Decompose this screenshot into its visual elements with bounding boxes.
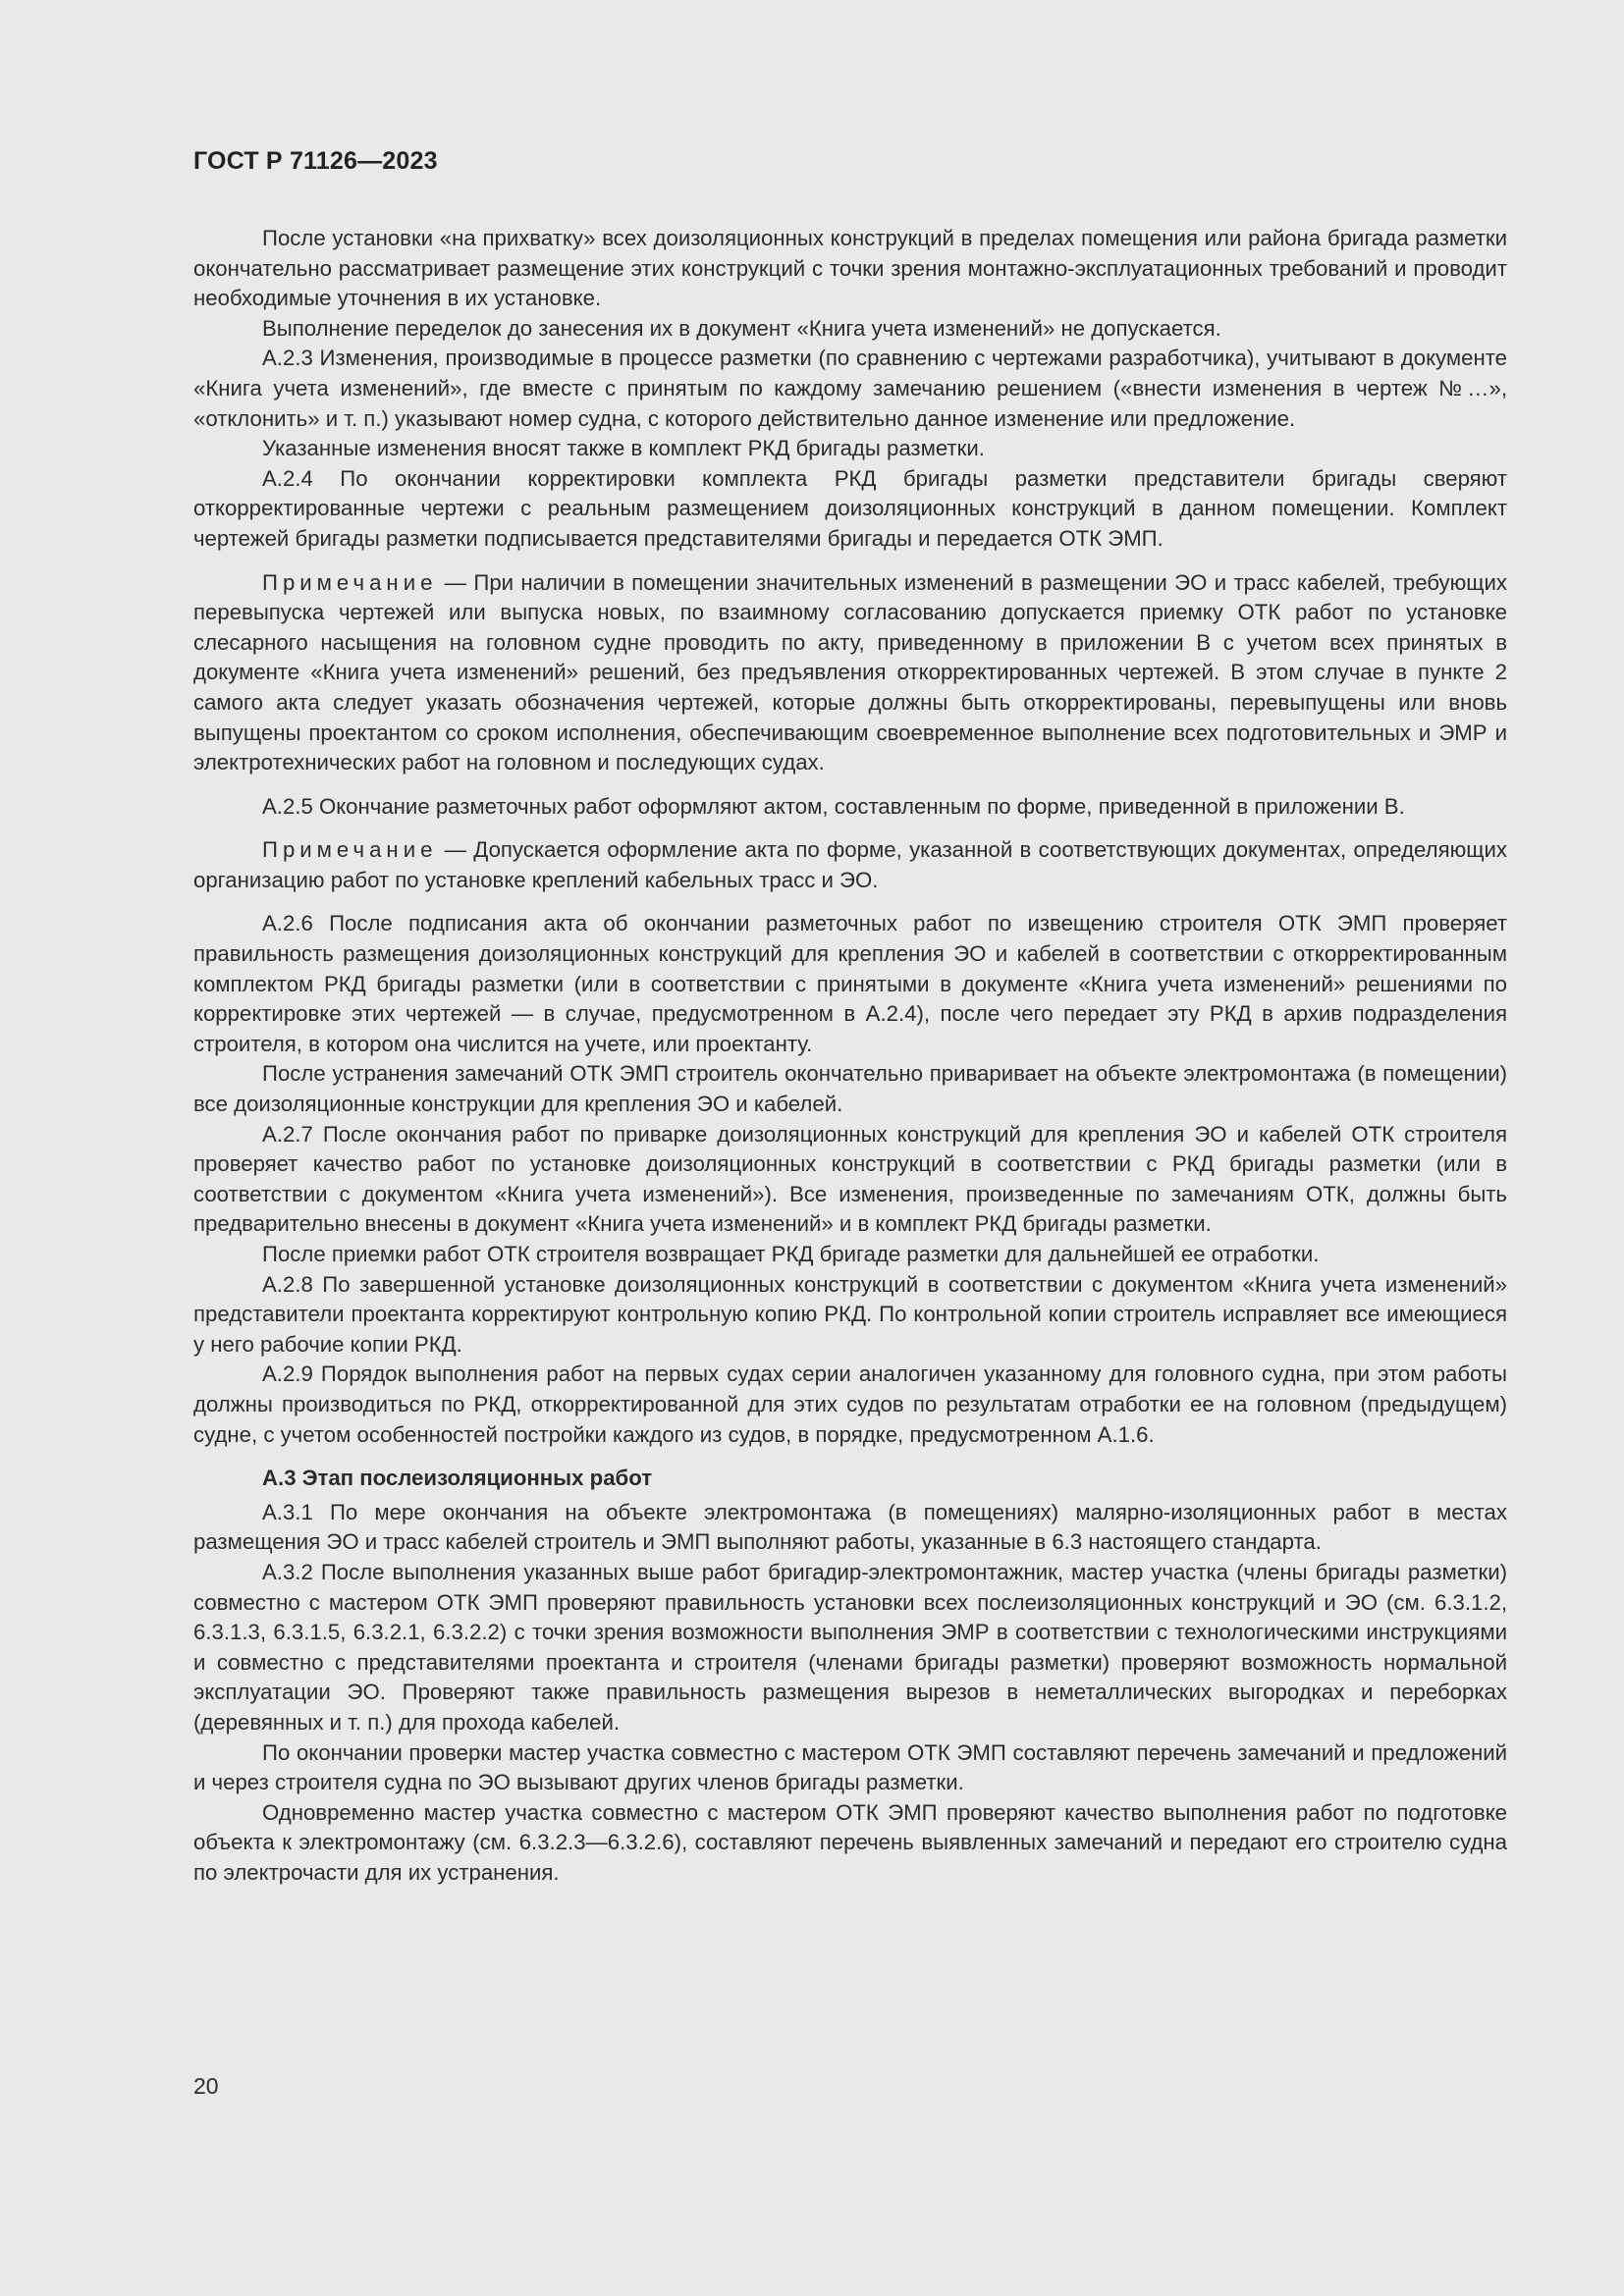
note-label: Примечание (262, 569, 438, 595)
document-body (193, 224, 1507, 1888)
page-number: 20 (193, 2073, 219, 2099)
paragraph-a-2-4: А.2.4 По окончании корректировки комплекта РКД бригады разметки представители бригады сверяют откорректированные чертежи с реальным размещением доизоляционных конструкций в данном помещении. Комплект чертежей бригады разметки подписывается представителями бригады и передается ОТК ЭМП. (193, 465, 1507, 551)
paragraph-a-2-5: А.2.5 Окончание разметочных работ оформляют актом, составленным по форме, приведенной в приложении В. (262, 793, 1405, 819)
note-block (193, 835, 1507, 895)
paragraph: Одновременно мастер участка совместно с мастером ОТК ЭМП проверяют качество выполнения работ по подготовке объекта к электромонтажу (см. 6.3.2.3—6.3.2.6), составляют перечень выявленных замечаний и передают его строителю судна по электрочасти для их устранения. (193, 1799, 1507, 1885)
paragraph: После приемки работ ОТК строителя возвращает РКД бригаде разметки для дальнейшей ее отработки. (262, 1242, 1320, 1266)
note-dash: — (437, 837, 474, 863)
note-text: Допускается оформление акта по форме, указанной в соответствующих документах, определяющих организацию работ по установке креплений кабельных трасс и ЭО. (193, 837, 1507, 892)
note-text: При наличии в помещении значительных изменений в размещении ЭО и трасс кабелей, требующих перевыпуска чертежей или выпуска новых, по взаимному согласованию допускается приемку ОТК работ по установке слесарного насыщения на головном судне проводить по акту, приведенному в приложении В с учетом всех принятых в документе «Книга учета изменений» решений, без предъявления откорректированных чертежей. В этом случае в пункте 2 самого акта следует указать обозначения чертежей, которые должны быть откорректированы, перевыпущены или вновь выпущены проектантом со сроком исполнения, обеспечивающим своевременное выполнение всех подготовительных и ЭМР и электротехнических работ на головном и последующих судах. (193, 569, 1507, 775)
note-label: Примечание (262, 837, 438, 863)
paragraph: После установки «на прихватку» всех доизоляционных конструкций в пределах помещения или района бригада разметки окончательно рассматривает размещение этих конструкций с точки зрения монтажно-эксплуатационных требований и проводит необходимые уточнения в их установке. (193, 226, 1507, 311)
paragraph-a-3-2: А.3.2 После выполнения указанных выше работ бригадир-электромонтажник, мастер участка (члены бригады разметки) совместно с мастером ОТК ЭМП проверяют правильность установки всех послеизоляционных конструкций и ЭО (см. 6.3.1.2, 6.3.1.3, 6.3.1.5, 6.3.2.1, 6.3.2.2) с точки зрения возможности выполнения ЭМР в соответствии с технологическими инструкциями и совместно с представителями проектанта и строителя (членами бригады разметки) проверяют возможность нормальной эксплуатации ЭО. Проверяют также правильность размещения вырезов в неметаллических выгородках и переборках (деревянных и т. п.) для прохода кабелей. (193, 1559, 1507, 1735)
note-block (193, 568, 1507, 778)
paragraph: Указанные изменения вносят также в комплект РКД бригады разметки. (262, 436, 985, 461)
document-code-header: ГОСТ Р 71126—2023 (193, 147, 438, 175)
note-dash: — (437, 569, 474, 595)
paragraph-a-2-9: А.2.9 Порядок выполнения работ на первых судах серии аналогичен указанному для головного судна, при этом работы должны производиться по РКД, откорректированной для этих судов по результатам отработки ее на головном (предыдущем) судне, с учетом особенностей постройки каждого из судов, в порядке, предусмотренном А.1.6. (193, 1362, 1507, 1447)
section-heading-a-3: А.3 Этап послеизоляционных работ (262, 1466, 653, 1491)
paragraph: После устранения замечаний ОТК ЭМП строитель окончательно приваривает на объекте электромонтажа (в помещении) все доизоляционные конструкции для крепления ЭО и кабелей. (193, 1061, 1507, 1117)
paragraph-a-2-7: А.2.7 После окончания работ по приварке доизоляционных конструкций для крепления ЭО и кабелей ОТК строителя проверяет качество работ по установке доизоляционных конструкций в соответствии с РКД бригады разметки (или в соответствии с документом «Книга учета изменений»). Все изменения, произведенные по замечаниям ОТК, должны быть предварительно внесены в документ «Книга учета изменений» и в комплект РКД бригады разметки. (193, 1121, 1507, 1237)
paragraph-a-3-1: А.3.1 По мере окончания на объекте электромонтажа (в помещениях) малярно-изоляционных работ в местах размещения ЭО и трасс кабелей строитель и ЭМП выполняют работы, указанные в 6.3 настоящего стандарта. (193, 1499, 1507, 1555)
paragraph: По окончании проверки мастер участка совместно с мастером ОТК ЭМП составляют перечень замечаний и предложений и через строителя судна по ЭО вызывают других членов бригады разметки. (193, 1739, 1507, 1795)
paragraph: Выполнение переделок до занесения их в документ «Книга учета изменений» не допускается. (262, 315, 1221, 341)
paragraph-a-2-3: А.2.3 Изменения, производимые в процессе разметки (по сравнению с чертежами разработчика), учитывают в документе «Книга учета изменений», где вместе с принятым по каждому замечанию решением («внести изменения в чертеж №…», «отклонить» и т. п.) указывают номер судна, с которого действительно данное изменение или предложение. (193, 346, 1507, 431)
paragraph-a-2-8: А.2.8 По завершенной установке доизоляционных конструкций в соответствии с документом «Книга учета изменений» представители проектанта корректируют контрольную копию РКД. По контрольной копии строитель исправляет все имеющиеся у него рабочие копии РКД. (193, 1271, 1507, 1357)
paragraph-a-2-6: А.2.6 После подписания акта об окончании разметочных работ по извещению строителя ОТК ЭМП проверяет правильность размещения доизоляционных конструкций для крепления ЭО и кабелей в соответствии с откорректированным комплектом РКД бригады разметки (или в соответствии с принятыми в документе «Книга учета изменений» решениями по корректировке этих чертежей — в случае, предусмотренном в А.2.4), после чего передает эту РКД в архив подразделения строителя, в котором она числится на учете, или проектанту. (193, 911, 1507, 1056)
